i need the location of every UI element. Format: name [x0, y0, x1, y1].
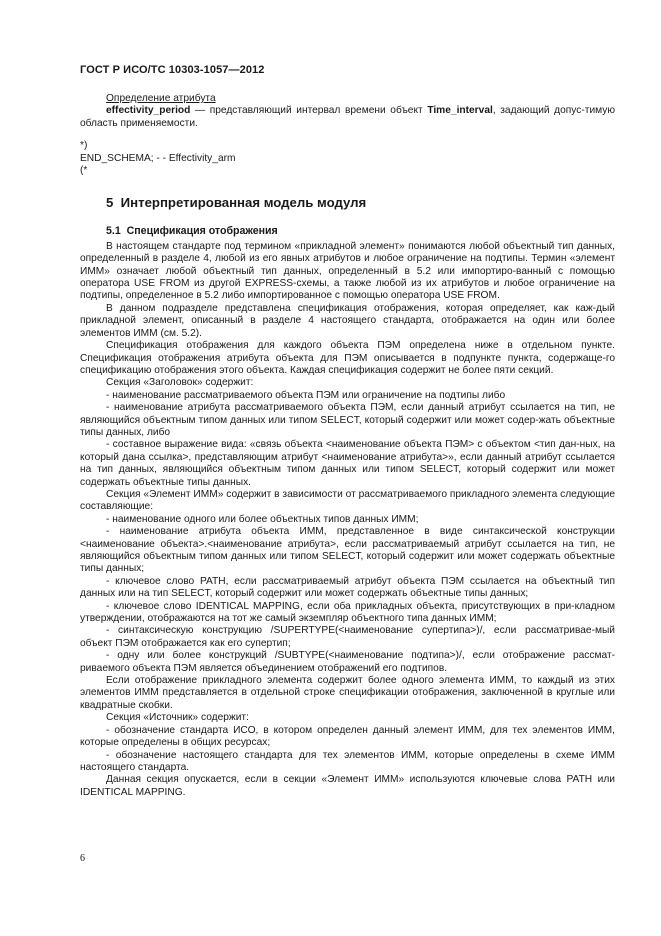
list-item: - обозначение настоящего стандарта для тех элементов ИММ, которые определены в схеме ИММ настоящего стандарта.	[80, 749, 615, 773]
paragraph: Секция «Элемент ИММ» содержит в зависимости от рассматриваемого прикладного элемента следующие составляющие:	[80, 488, 615, 513]
list-item: - синтаксическую конструкцию /SUPERTYPE(<наименование супертипа>)/, если рассматривае-мый объект ПЭМ отображается как его супертип;	[80, 625, 615, 649]
list-item: - составное выражение вида: «связь объекта <наименование объекта ПЭМ> с объектом <тип дан-ных, на который дана ссылка>, представляющим атрибут <наименование атрибута>», если данный атрибут ссылается на тип данных, являющийся объектным типом данных или типом SELECT, который содержит или может содержать объектные типы данных.	[80, 439, 615, 488]
list-item: - одну или более конструкций /SUBTYPE(<наименование подтипа>)/, если отображение рассмат-риваемого объекта ПЭМ является объединением отображений его подтипов.	[80, 650, 615, 674]
code-line-2: END_SCHEMA; - - Effectivity_arm	[80, 152, 236, 164]
list-item: - наименование атрибута объекта ИММ, представленное в виде синтаксической конструкции <наименование объекта>.<наименование атрибута>, если рассматриваемый атрибут ссылается на тип, не являющийся объектным типом данных или типом SELECT, который содержит или может содержать объектные типы данных;	[80, 526, 615, 575]
list-item: - наименование атрибута рассматриваемого объекта ПЭМ, если данный атрибут ссылается на тип, не являющийся объектным типом данных или типом SELECT, который содержит или может содер-жать объектные типы данных, либо	[80, 402, 615, 438]
page-content	[80, 93, 615, 799]
attribute-definition-text	[80, 105, 615, 130]
attribute-name: effectivity_period	[106, 105, 191, 117]
list-item: - наименование одного или более объектных типов данных ИММ;	[106, 513, 419, 525]
list-item: - наименование рассматриваемого объекта ПЭМ или ограничение на подтипы либо	[106, 389, 506, 401]
attribute-definition-title: Определение атрибута	[106, 93, 216, 104]
paragraph: Спецификация отображения для каждого объекта ПЭМ определена ниже в отдельном пункте. Спецификация отображения атрибута объекта для ПЭМ описывается в подпункте пункта, содержаще-го спецификацию отображения этого объекта. Каждая спецификация содержит не более пяти секций.	[80, 340, 615, 376]
paragraph: Данная секция опускается, если в секции «Элемент ИММ» используются ключевые слова PATH или IDENTICAL MAPPING.	[80, 774, 615, 798]
code-line-3: (*	[80, 165, 88, 177]
paragraph: В данном подразделе представлена спецификация отображения, которая определяет, как каж-дый прикладной элемент, описанный в разделе 4 настоящего стандарта, отображается на один или более элементов ИММ (см. 5.2).	[80, 302, 615, 339]
code-line-1: *)	[80, 140, 88, 152]
section-5-1-title: Спецификация отображения	[126, 225, 278, 238]
section-5-heading	[106, 195, 615, 211]
section-5-title: Интерпретированная модель модуля	[120, 195, 367, 211]
attribute-text-b: , задающий допус-тимую область применяемости.	[80, 105, 615, 129]
entity-name: Time_interval	[427, 105, 493, 117]
section-5-number: 5	[106, 195, 114, 211]
section-5-1-number: 5.1	[106, 225, 121, 238]
paragraph: Если отображение прикладного элемента содержит более одного элемента ИММ, то каждый из этих элементов ИММ представляется в отдельной строке спецификации отображения, заключенной в круглые или квадратные скобки.	[80, 675, 615, 711]
paragraph: Секция «Источник» содержит:	[106, 712, 249, 724]
section-5-1-heading	[106, 225, 615, 237]
list-item: - ключевое слово IDENTICAL MAPPING, если оба прикладных объекта, присутствующих в при-кладном утверждении, отображаются на тот же самый экземпляр объектного типа данных ИММ;	[80, 600, 615, 625]
page-number: 6	[80, 853, 85, 864]
attribute-text-a: — представляющий интервал времени объект	[190, 105, 428, 117]
document-header: ГОСТ Р ИСО/ТС 10303-1057—2012	[80, 64, 265, 76]
paragraph: В настоящем стандарте под термином «прикладной элемент» понимаются любой объектный тип данных, определенный в разделе 4, любой из его явных атрибутов и любое ограничение на подтипы. Термин «элемент ИММ» означает любой объектный тип данных, определенный в 5.2 или импортиро-ванный с помощью оператора USE FROM из другой EXPRESS-схемы, а также любой из их атрибутов и любое ограничение на подтипы, определенное в 5.2 либо импортированное с помощью оператора USE FROM.	[80, 240, 615, 302]
list-item: - ключевое слово PATH, если рассматриваемый атрибут объекта ПЭМ ссылается на объектный тип данных или на тип SELECT, который содержит или может содержать объектные типы данных;	[80, 575, 615, 600]
list-item: - обозначение стандарта ИСО, в котором определен данный элемент ИММ, для тех элементов ИММ, которые определены в общих ресурсах;	[80, 724, 615, 749]
paragraph: Секция «Заголовок» содержит:	[106, 377, 254, 389]
